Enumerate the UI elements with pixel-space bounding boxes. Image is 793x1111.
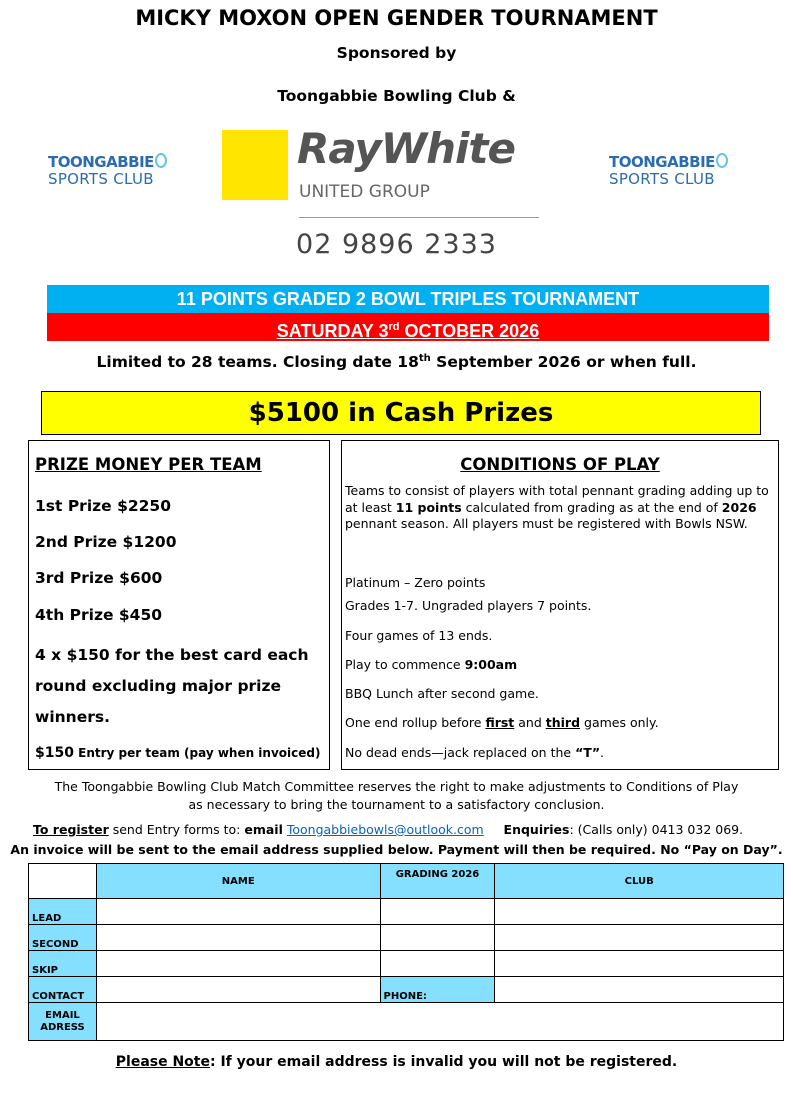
skip-club-field[interactable] [495, 951, 784, 977]
limited-text-end: September 2026 or when full. [430, 353, 697, 372]
condition-commence [345, 657, 775, 674]
contact-row-label: CONTACT [29, 977, 97, 1003]
condition-text: games only. [580, 715, 659, 730]
sponsored-by: Sponsored by [336, 44, 457, 62]
table-row [29, 1003, 784, 1041]
table-row [29, 977, 784, 1003]
contact-name-field[interactable] [96, 977, 380, 1003]
reserve-line-2: as necessary to bring the tournament to a satisfactory conclusion. [188, 797, 605, 812]
condition-bold: third [545, 715, 581, 730]
enquiries-text: : (Calls only) 0413 032 069. [569, 822, 744, 837]
table-row [29, 899, 784, 925]
condition-games: Four games of 13 ends. [345, 628, 493, 643]
sports-club-logo-line2: SPORTS CLUB [609, 170, 715, 188]
register-text: send Entry forms to: [108, 822, 245, 837]
tournament-date-banner [47, 313, 769, 341]
entry-amount: $150 [35, 745, 74, 761]
condition-text: . [600, 745, 605, 760]
email-label-line-2: ADRESS [40, 1021, 85, 1033]
best-card-line-2: round excluding major prize [35, 677, 282, 695]
limited-notice [0, 353, 793, 371]
register-email-link[interactable]: Toongabbiebowls@outlook.com [286, 822, 484, 837]
condition-bold: “T” [575, 745, 601, 760]
email-label: email [244, 822, 283, 837]
conditions-box [341, 440, 779, 770]
invoice-notice: An invoice will be sent to the email address supplied below. Payment will then be required. No “Pay on Day”. [10, 842, 783, 857]
date-text: SATURDAY 3 [276, 321, 389, 341]
first-prize: 1st Prize $2250 [35, 497, 171, 515]
enquiries-label: Enquiries [503, 822, 570, 837]
condition-text: Teams to consist of players with total pennant grading adding up to at least [345, 483, 769, 515]
condition-lunch: BBQ Lunch after second game. [345, 686, 539, 701]
please-note-label: Please Note [115, 1054, 210, 1070]
date-month: OCTOBER 2026 [399, 321, 540, 341]
condition-platinum: Platinum – Zero points [345, 575, 486, 590]
phone-label: PHONE: [380, 977, 495, 1003]
raywhite-logo-square [222, 130, 288, 200]
second-row-label: SECOND [29, 925, 97, 951]
skip-name-field[interactable] [96, 951, 380, 977]
form-header-row [29, 864, 784, 899]
reserve-notice [0, 778, 793, 814]
best-card-line-3: winners. [35, 708, 110, 726]
second-prize: 2nd Prize $1200 [35, 533, 177, 551]
form-corner-cell [29, 864, 97, 899]
condition-bold: first [485, 715, 515, 730]
entry-form-table [28, 863, 784, 1041]
third-prize: 3rd Prize $600 [35, 569, 163, 587]
sports-club-logo-line1: TOONGABBIE [609, 153, 715, 171]
skip-row-label: SKIP [29, 951, 97, 977]
sponsor-phone: 02 9896 2333 [296, 229, 497, 260]
limited-suffix: th [418, 353, 431, 364]
raywhite-logo-group: UNITED GROUP [299, 182, 430, 202]
sports-club-logo-line1: TOONGABBIE [48, 153, 154, 171]
condition-text: One end rollup before [345, 715, 486, 730]
name-column-header: NAME [96, 864, 380, 899]
page-title: MICKY MOXON OPEN GENDER TOURNAMENT [135, 6, 658, 30]
contact-phone-field[interactable] [495, 977, 784, 1003]
condition-text: and [514, 715, 546, 730]
email-label-line-1: EMAIL [45, 1009, 80, 1021]
condition-grades: Grades 1-7. Ungraded players 7 points. [345, 598, 592, 613]
best-card-line-1: 4 x $150 for the best card each [35, 646, 309, 664]
prize-money-box [28, 440, 330, 770]
prize-money-heading: PRIZE MONEY PER TEAM [35, 455, 262, 474]
club-column-header: CLUB [495, 864, 784, 899]
condition-text: calculated from grading as at the end of [461, 499, 722, 515]
sports-club-logo-line2: SPORTS CLUB [48, 170, 154, 188]
cash-prizes-banner: $5100 in Cash Prizes [41, 391, 761, 435]
second-club-field[interactable] [495, 925, 784, 951]
conditions-heading: CONDITIONS OF PLAY [460, 455, 660, 474]
table-row [29, 925, 784, 951]
fourth-prize: 4th Prize $450 [35, 606, 163, 624]
condition-bold: 2026 [721, 499, 757, 515]
entry-text: Entry per team (pay when invoiced) [73, 746, 321, 760]
condition-rollup [345, 715, 775, 732]
sports-club-logo-left [48, 153, 198, 188]
lead-name-field[interactable] [96, 899, 380, 925]
second-grading-field[interactable] [380, 925, 495, 951]
please-note [0, 1054, 793, 1070]
condition-dead-ends [345, 745, 775, 762]
skip-grading-field[interactable] [380, 951, 495, 977]
condition-text: Play to commence [345, 657, 465, 672]
condition-text: No dead ends—jack replaced on the [345, 745, 576, 760]
condition-text: pennant season. All players must be registered with Bowls NSW. [345, 516, 748, 531]
tournament-type-banner: 11 POINTS GRADED 2 BOWL TRIPLES TOURNAMENT [47, 285, 769, 313]
date-suffix: rd [388, 321, 400, 333]
sports-club-logo-right [609, 153, 759, 188]
email-row-label [29, 1003, 97, 1041]
raywhite-logo-name: RayWhite [297, 124, 515, 173]
logo-divider [299, 217, 539, 218]
email-address-field[interactable] [96, 1003, 783, 1041]
lead-club-field[interactable] [495, 899, 784, 925]
second-name-field[interactable] [96, 925, 380, 951]
condition-bold: 11 points [395, 499, 462, 515]
ring-icon [155, 153, 167, 168]
please-note-text: : If your email address is invalid you will not be registered. [210, 1054, 678, 1070]
lead-row-label: LEAD [29, 899, 97, 925]
register-label: To register [33, 822, 109, 837]
entry-fee [35, 745, 320, 761]
condition-grading [345, 483, 775, 533]
limited-text: Limited to 28 teams. Closing date 18 [96, 353, 419, 372]
lead-grading-field[interactable] [380, 899, 495, 925]
condition-bold: 9:00am [464, 657, 518, 672]
table-row [29, 951, 784, 977]
reserve-line-1: The Toongabbie Bowling Club Match Committee reserves the right to make adjustments to Conditions of Play [54, 779, 739, 794]
ring-icon [716, 153, 728, 168]
grading-column-header: GRADING 2026 [380, 864, 495, 899]
sponsor-line: Toongabbie Bowling Club & [277, 87, 516, 105]
register-line [33, 822, 743, 837]
